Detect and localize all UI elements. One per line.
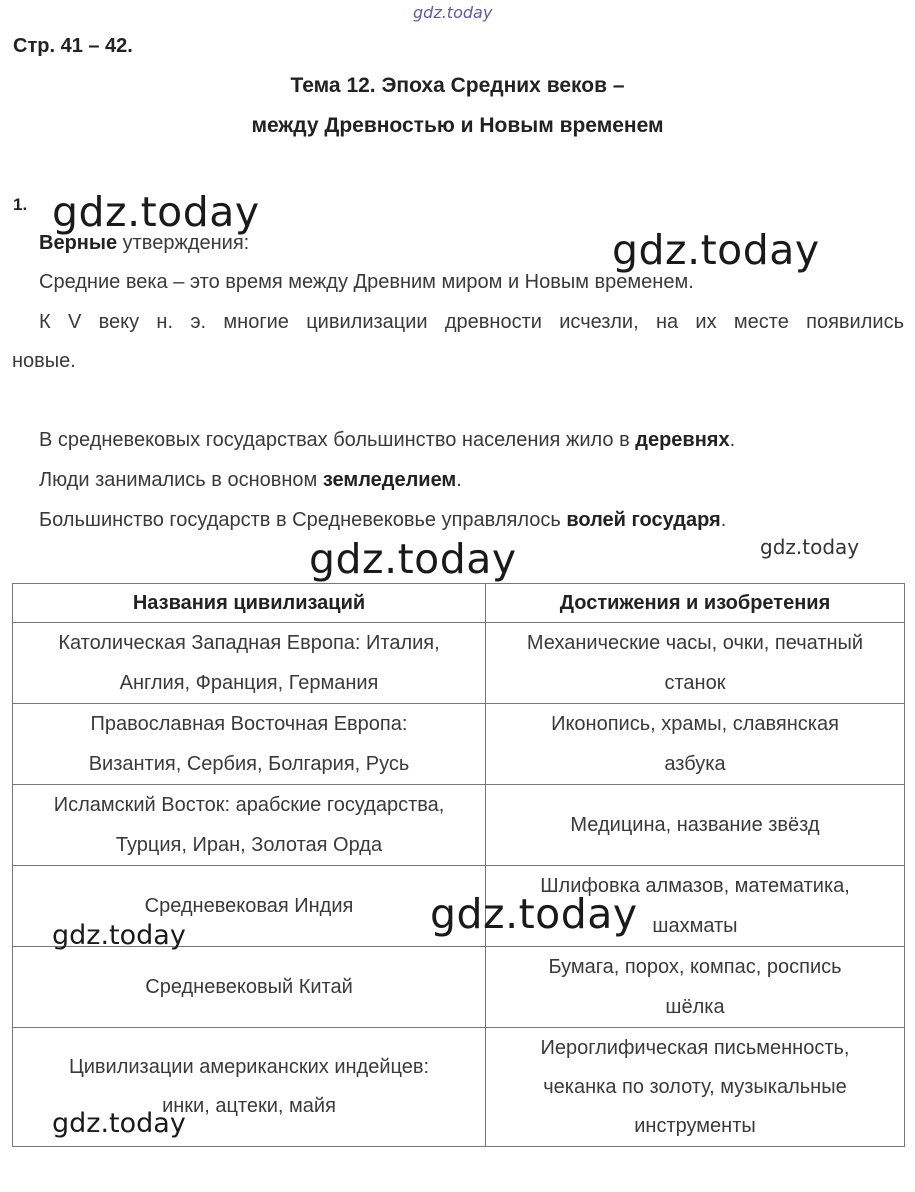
cell-line: Средневековая Индия [144, 895, 354, 917]
statement-3-bold: деревнях [635, 429, 730, 451]
watermark-6: gdz.today [52, 920, 186, 951]
watermark-7: gdz.today [52, 1108, 186, 1139]
watermark-4: gdz.today [309, 535, 517, 583]
header-achievements: Достижения и изобретения [486, 584, 905, 623]
cell-line: Католическая Западная Европа: Италия, [58, 632, 440, 654]
achievements-cell [486, 704, 905, 785]
statement-2-line2: новые. [12, 350, 76, 372]
statement-2-line1: К V веку н. э. многие цивилизации древности исчезли, на их месте появились [39, 311, 904, 333]
statement-4-text: Люди занимались в основном [39, 469, 323, 491]
civilizations-table [12, 583, 905, 1147]
statement-5 [39, 509, 726, 532]
statement-4 [39, 469, 462, 492]
cell-line: Шлифовка алмазов, математика, [540, 875, 850, 897]
task-number: 1. [13, 195, 28, 214]
cell-line: инструменты [634, 1114, 756, 1137]
cell-line: чеканка по золоту, музыкальные [543, 1075, 847, 1098]
cell-line: инки, ацтеки, майя [162, 1095, 336, 1117]
table-header-row [13, 584, 905, 623]
statement-5-text: Большинство государств в Средневековье управлялось [39, 509, 567, 531]
cell-line: Англия, Франция, Германия [119, 672, 379, 694]
watermark-2: gdz.today [612, 226, 820, 274]
civilization-cell [13, 623, 486, 704]
heading-rest: утверждения: [117, 232, 250, 254]
cell-line: Византия, Сербия, Болгария, Русь [88, 753, 410, 775]
statement-3 [39, 429, 735, 452]
table-row [13, 623, 905, 704]
cell-line: азбука [664, 753, 726, 775]
civilization-cell [13, 785, 486, 866]
table-row [13, 947, 905, 1028]
topic-title-line1: Тема 12. Эпоха Средних веков – [290, 74, 625, 97]
achievements-cell [486, 785, 905, 866]
statement-5-bold: волей государя [566, 509, 721, 531]
cell-line: Цивилизации американских индейцев: [68, 1056, 430, 1078]
cell-line: Турция, Иран, Золотая Орда [115, 834, 383, 856]
achievements-cell [486, 947, 905, 1028]
cell-line: Православная Восточная Европа: [90, 713, 408, 735]
table-row [13, 704, 905, 785]
cell-line: шёлка [665, 996, 725, 1018]
watermark-top: gdz.today [413, 3, 493, 22]
achievements-cell [486, 623, 905, 704]
table-row [13, 785, 905, 866]
heading-bold: Верные [39, 232, 118, 254]
topic-title-line2: между Древностью и Новым временем [251, 114, 664, 137]
statement-5-end: . [720, 509, 727, 531]
watermark-3: gdz.today [760, 535, 860, 559]
achievements-cell [486, 1028, 905, 1147]
cell-line: Средневековый Китай [145, 976, 353, 998]
statement-1: Средние века – это время между Древним миром и Новым временем. [39, 271, 694, 293]
civilization-cell [13, 704, 486, 785]
statement-3-end: . [729, 429, 736, 451]
cell-line: Бумага, порох, компас, роспись [548, 956, 842, 978]
header-civilizations: Названия цивилизаций [13, 584, 486, 623]
task-heading [39, 232, 249, 255]
cell-line: станок [664, 672, 726, 694]
cell-line: Иероглифическая письменность, [540, 1036, 850, 1059]
cell-line: Механические часы, очки, печатный [526, 632, 864, 654]
civilization-cell [13, 947, 486, 1028]
watermark-1: gdz.today [52, 188, 260, 236]
cell-line: Медицина, название звёзд [570, 814, 820, 836]
cell-line: шахматы [652, 915, 738, 937]
cell-line: Исламский Восток: арабские государства, [53, 794, 445, 816]
statement-4-bold: земледелием [322, 469, 457, 491]
watermark-5: gdz.today [430, 890, 638, 938]
statement-4-end: . [456, 469, 462, 491]
statement-3-text: В средневековых государствах большинство населения жило в [39, 429, 636, 451]
cell-line: Иконопись, храмы, славянская [551, 713, 839, 735]
page-reference: Стр. 41 – 42. [13, 35, 133, 57]
